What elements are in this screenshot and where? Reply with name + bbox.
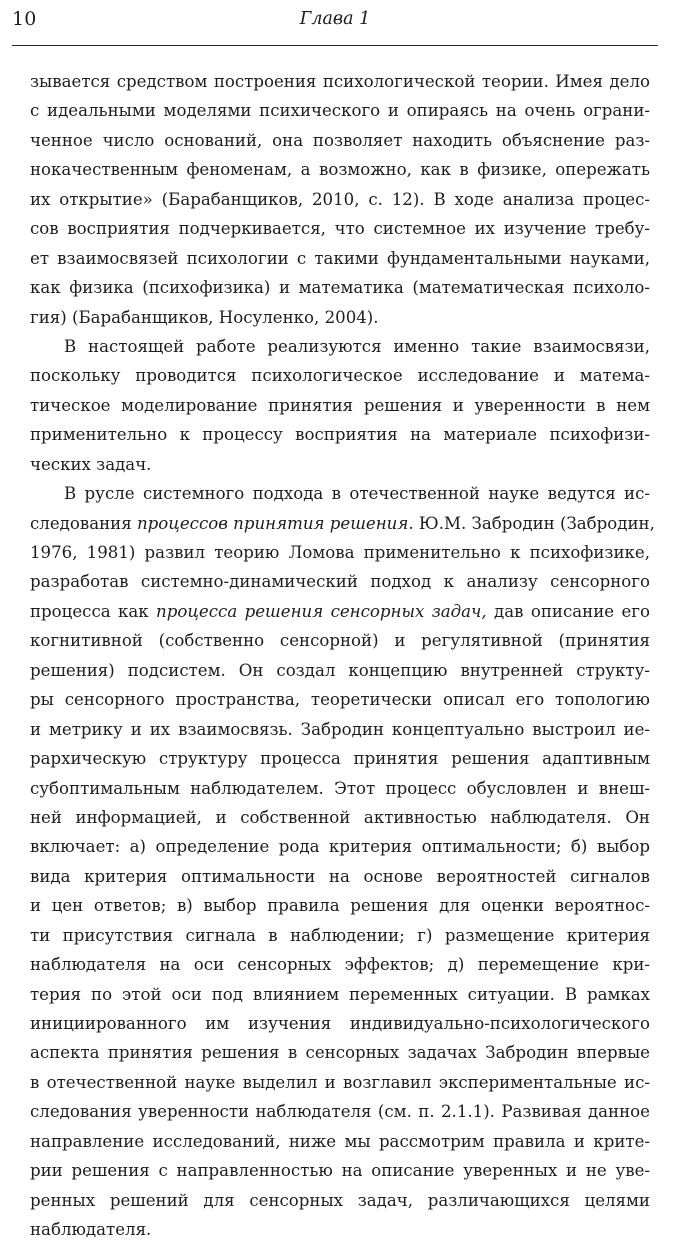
text-line: решения) подсистем. Он создал концепцию внутренней структу- <box>30 660 650 680</box>
text-line: гия) (Барабанщиков, Носуленко, 2004). <box>30 307 379 327</box>
text-line: ней информацией, и собственной активностью наблюдателя. Он <box>30 807 650 827</box>
text-line: рии решения с направленностью на описание уверенных и не уве- <box>30 1161 650 1181</box>
text-line: включает: а) определение рода критерия оптимальности; б) выбор <box>30 837 650 857</box>
italic-emphasis: процесса решения сенсорных задач, <box>156 601 487 621</box>
text-line: применительно к процессу восприятия на материале психофизи- <box>30 425 650 445</box>
text-line: субоптимальным наблюдателем. Этот процесс обусловлен и внеш- <box>30 778 650 798</box>
text-line: поскольку проводится психологическое исследование и матема- <box>30 366 650 386</box>
text-line: и метрику и их взаимосвязь. Забродин концептуально выстроил ие- <box>30 719 650 739</box>
text-line <box>30 509 655 538</box>
text-line: В настоящей работе реализуются именно такие взаимосвязи, <box>64 336 650 356</box>
text-line: в отечественной науке выделил и возглавил экспериментальные ис- <box>30 1072 650 1092</box>
paragraph <box>30 332 650 479</box>
text-line: следования уверенности наблюдателя (см. п. 2.1.1). Развивая данное <box>30 1102 650 1122</box>
text-line: тическое моделирование принятия решения и уверенности в нем <box>30 395 650 415</box>
text-line: терия по этой оси под влиянием переменных ситуации. В рамках <box>30 984 650 1004</box>
text-line: направление исследований, ниже мы рассмотрим правила и крите- <box>30 1131 650 1151</box>
text-line: и цен ответов; в) выбор правила решения для оценки вероятнос- <box>30 896 650 916</box>
text-line: зывается средством построения психологической теории. Имея дело <box>30 72 650 91</box>
text-line: наблюдателя. <box>30 1220 152 1240</box>
text-line: с идеальными моделями психического и опираясь на очень ограни- <box>30 101 650 121</box>
text-line: когнитивной (собственно сенсорной) и регулятивной (принятия <box>30 631 650 651</box>
italic-emphasis: процессов принятия решения <box>136 513 409 533</box>
text-segment: . Ю.М. Забродин (Забродин, <box>408 513 655 533</box>
text-line <box>30 597 650 626</box>
text-line: ческих задач. <box>30 454 152 474</box>
running-header <box>12 6 658 38</box>
text-segment: процесса как <box>30 601 157 621</box>
text-line: инициированного им изучения индивидуально-психологического <box>30 1014 650 1033</box>
text-segment: следования <box>30 513 137 533</box>
chapter-title: Глава 1 <box>299 9 371 29</box>
text-line: ры сенсорного пространства, теоретически описал его топологию <box>30 690 650 710</box>
text-line: разработав системно-динамический подход к анализу сенсорного <box>30 572 650 592</box>
header-rule <box>12 45 658 46</box>
text-line: ченное число оснований, она позволяет находить объяснение раз- <box>30 130 650 150</box>
text-line: как физика (психофизика) и математика (математическая психоло- <box>30 278 650 298</box>
text-line: ет взаимосвязей психологии с такими фундаментальными науками, <box>30 248 650 268</box>
text-line: вида критерия оптимальности на основе вероятностей сигналов <box>30 866 650 886</box>
text-line: ренных решений для сенсорных задач, различающихся целями <box>30 1190 650 1210</box>
text-line: рархическую структуру процесса принятия решения адаптивным <box>30 749 650 769</box>
text-line: нокачественным феноменам, а возможно, как в физике, опережать <box>30 160 650 180</box>
paragraph <box>30 67 650 332</box>
page-number: 10 <box>12 8 37 30</box>
paragraph <box>30 479 655 1244</box>
text-segment: дав описание его <box>486 601 650 621</box>
text-line: их открытие» (Барабанщиков, 2010, с. 12). В ходе анализа процес- <box>30 189 650 209</box>
text-line: В русле системного подхода в отечественной науке ведутся ис- <box>64 484 650 504</box>
text-line: ти присутствия сигнала в наблюдении; г) размещение критерия <box>30 925 650 945</box>
text-line: сов восприятия подчеркивается, что системное их изучение требу- <box>30 219 650 239</box>
text-line: аспекта принятия решения в сенсорных задачах Забродин впервые <box>30 1043 650 1063</box>
text-line: наблюдателя на оси сенсорных эффектов; д) перемещение кри- <box>30 955 650 975</box>
text-line: 1976, 1981) развил теорию Ломова применительно к психофизике, <box>30 543 650 562</box>
body-text <box>30 67 655 1245</box>
